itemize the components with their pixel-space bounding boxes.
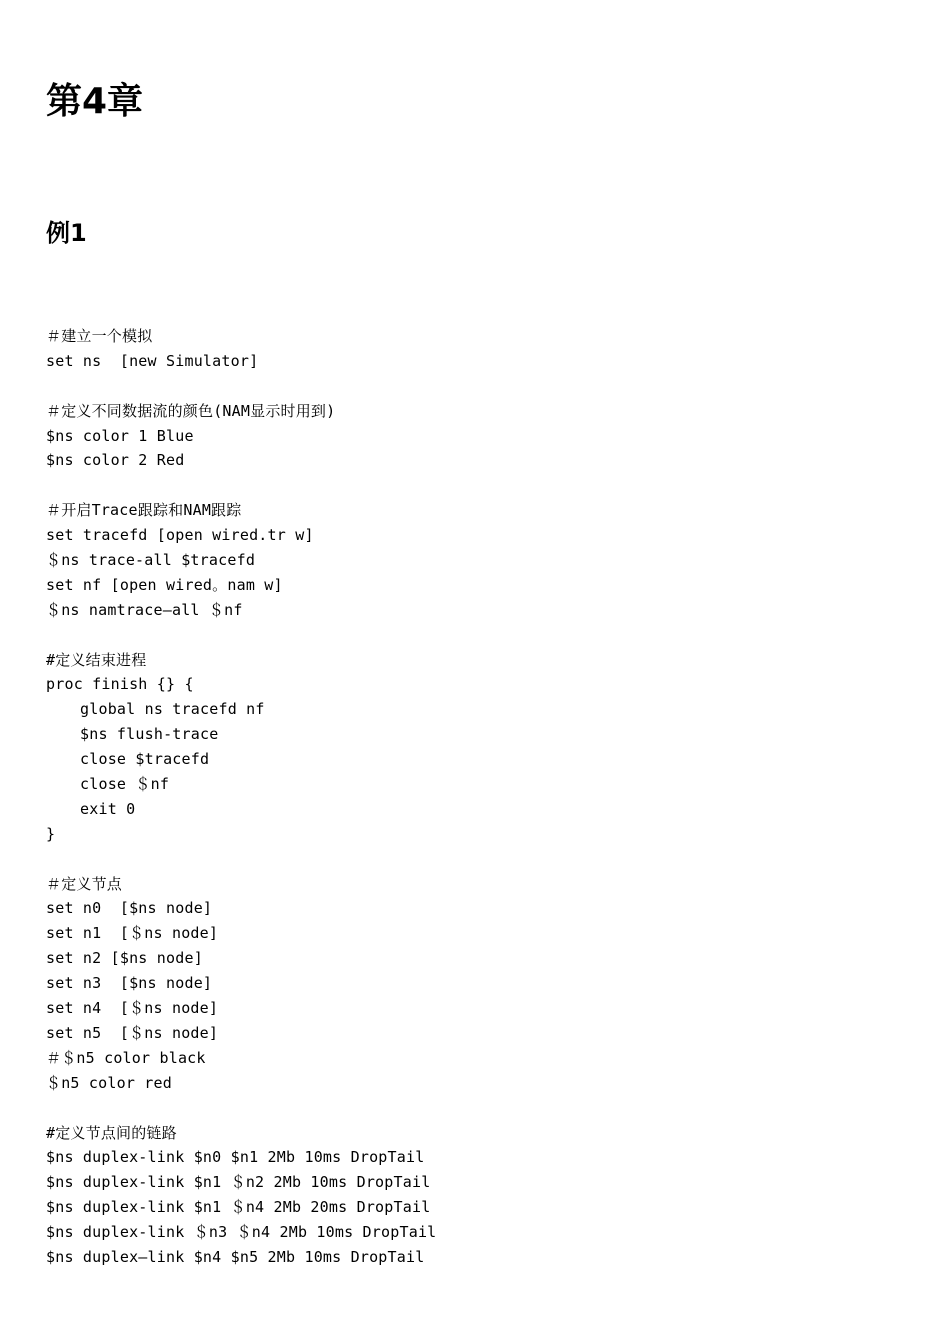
code-line: set n1 [＄ns node] (46, 924, 219, 943)
code-line-indented: $ns flush-trace (80, 725, 219, 744)
code-line: $ns color 1 Blue (46, 426, 194, 445)
code-line: $ns duplex-link $n0 $n1 2Mb 10ms DropTail (46, 1148, 425, 1167)
code-comment: ＃开启Trace跟踪和NAM跟踪 (46, 501, 242, 520)
code-line: ＄ns namtrace—all ＄nf (46, 600, 243, 619)
code-line-indented: close $tracefd (80, 750, 210, 769)
blank-line (46, 1096, 436, 1121)
blank-line (46, 623, 436, 648)
code-line: } (46, 824, 56, 843)
code-line: $ns duplex-link ＄n3 ＄n4 2Mb 10ms DropTail (46, 1223, 437, 1242)
code-line: set nf [open wired。nam w] (46, 575, 283, 594)
code-line: $ns color 2 Red (46, 451, 185, 470)
blank-line (46, 374, 436, 399)
code-block (46, 324, 436, 1270)
code-line: ＄n5 color red (46, 1073, 172, 1092)
code-line: set tracefd [open wired.tr w] (46, 526, 314, 545)
code-line: set n2 [$ns node] (46, 949, 203, 968)
code-comment: #定义结束进程 (46, 650, 147, 669)
code-line: $ns duplex—link $n4 $n5 2Mb 10ms DropTail (46, 1247, 425, 1266)
code-line-indented: close ＄nf (80, 775, 170, 794)
code-line-indented: exit 0 (80, 799, 136, 818)
code-comment: #定义节点间的链路 (46, 1123, 177, 1142)
example-title: 例1 (46, 219, 87, 247)
code-line: set n3 [$ns node] (46, 974, 213, 993)
code-line: set n0 [$ns node] (46, 899, 213, 918)
code-comment: ＃定义不同数据流的颜色(NAM显示时用到) (46, 401, 336, 420)
blank-line (46, 473, 436, 498)
code-line: ＄ns trace-all $tracefd (46, 551, 256, 570)
chapter-title: 第4章 (46, 81, 144, 122)
code-line: $ns duplex-link $n1 ＄n2 2Mb 10ms DropTail (46, 1173, 431, 1192)
code-comment: ＃定义节点 (46, 874, 123, 893)
code-line: proc finish {} { (46, 675, 194, 694)
code-line: set n4 [＄ns node] (46, 999, 219, 1018)
blank-line (46, 847, 436, 872)
code-line: set n5 [＄ns node] (46, 1023, 219, 1042)
code-line: $ns duplex-link $n1 ＄n4 2Mb 20ms DropTail (46, 1198, 431, 1217)
code-line-indented: global ns tracefd nf (80, 700, 265, 719)
code-line: ＃＄n5 color black (46, 1048, 206, 1067)
code-comment: ＃建立一个模拟 (46, 327, 153, 345)
code-line: set ns [new Simulator] (46, 351, 259, 370)
